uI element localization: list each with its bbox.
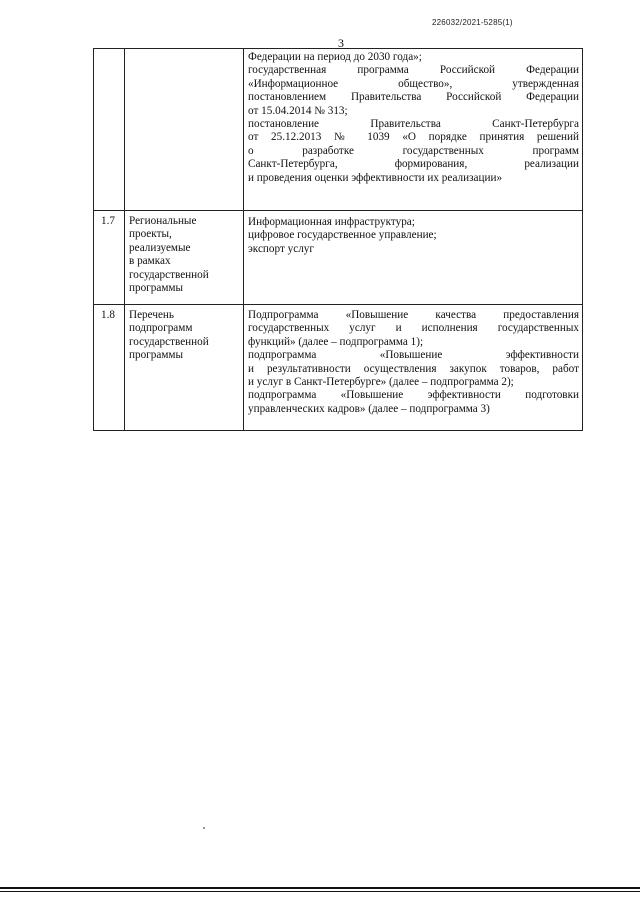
description-line: государственная программа Российской Федерации: [248, 64, 579, 77]
description-line: Санкт-Петербурга, формирования, реализации: [248, 158, 579, 171]
page-number: 3: [338, 36, 344, 50]
description-line: Подпрограмма «Повышение качества предоставления: [248, 309, 579, 321]
row-name: [125, 49, 243, 53]
program-passport-table: [93, 48, 583, 431]
description-line: функций» (далее – подпрограмма 1);: [248, 335, 424, 348]
row-name-line: Региональные: [129, 215, 197, 227]
document-registration-number: 226032/2021-5285(1): [432, 18, 513, 27]
row-name-line: Перечень: [129, 309, 175, 321]
description-line: подпрограмма «Повышение эффективности: [248, 349, 579, 362]
row-name-line: программы: [129, 282, 183, 295]
row-name-line: в рамках: [129, 255, 171, 268]
row-name-cell: [125, 305, 244, 431]
description-line: и услуг в Санкт-Петербурге» (далее – подпрограмма 2);: [248, 376, 514, 389]
description-line: от 25.12.2013 № 1039 «О порядке принятия решений: [248, 131, 579, 144]
row-name-line: государственной: [129, 335, 209, 348]
row-number: 1.8: [101, 309, 115, 321]
row-name-line: реализуемые: [129, 241, 191, 254]
row-number-cell: [94, 211, 125, 305]
row-description-cell: [244, 305, 583, 431]
description-line: Информационная инфраструктура;: [248, 216, 415, 228]
description-line: управленческих кадров» (далее – подпрограмма 3): [248, 402, 490, 415]
row-name-line: проекты,: [129, 228, 172, 241]
description-line: «Информационное общество», утвержденная: [248, 77, 579, 90]
description-line: экспорт услуг: [248, 242, 314, 255]
row-number-cell: [94, 305, 125, 431]
row-description: [244, 49, 582, 189]
description-line: постановлением Правительства Российской Федерации: [248, 91, 579, 104]
row-name: [125, 211, 243, 295]
row-description-cell: [244, 49, 583, 211]
row-name-cell: [125, 49, 244, 211]
row-description: [244, 211, 582, 260]
page-bottom-rule-thin: [0, 891, 640, 892]
table-row-continuation: [94, 49, 583, 211]
description-line: и результативности осуществления закупок товаров, работ: [248, 362, 579, 375]
row-number: [94, 49, 124, 53]
page-bottom-rule: [0, 887, 640, 889]
table-row-1-8: [94, 305, 583, 431]
row-number-cell: [94, 49, 125, 211]
row-name-cell: [125, 211, 244, 305]
row-name: [125, 305, 243, 363]
description-line: государственных услуг и исполнения государственных: [248, 322, 579, 335]
row-number: 1.7: [101, 215, 115, 227]
row-description: [244, 305, 582, 420]
description-line: постановление Правительства Санкт-Петербурга: [248, 118, 579, 131]
description-line: и проведения оценки эффективности их реализации»: [248, 171, 503, 184]
row-name-line: программы: [129, 349, 183, 362]
row-name-line: подпрограмм: [129, 322, 193, 335]
description-line: цифровое государственное управление;: [248, 229, 437, 242]
description-line: подпрограмма «Повышение эффективности подготовки: [248, 389, 579, 402]
row-name-line: государственной: [129, 268, 209, 281]
description-line: от 15.04.2014 № 313;: [248, 104, 348, 117]
scan-speck: [203, 827, 205, 829]
table-row-1-7: [94, 211, 583, 305]
description-line: о разработке государственных программ: [248, 144, 579, 157]
row-description-cell: [244, 211, 583, 305]
description-line: Федерации на период до 2030 года»;: [248, 51, 422, 63]
